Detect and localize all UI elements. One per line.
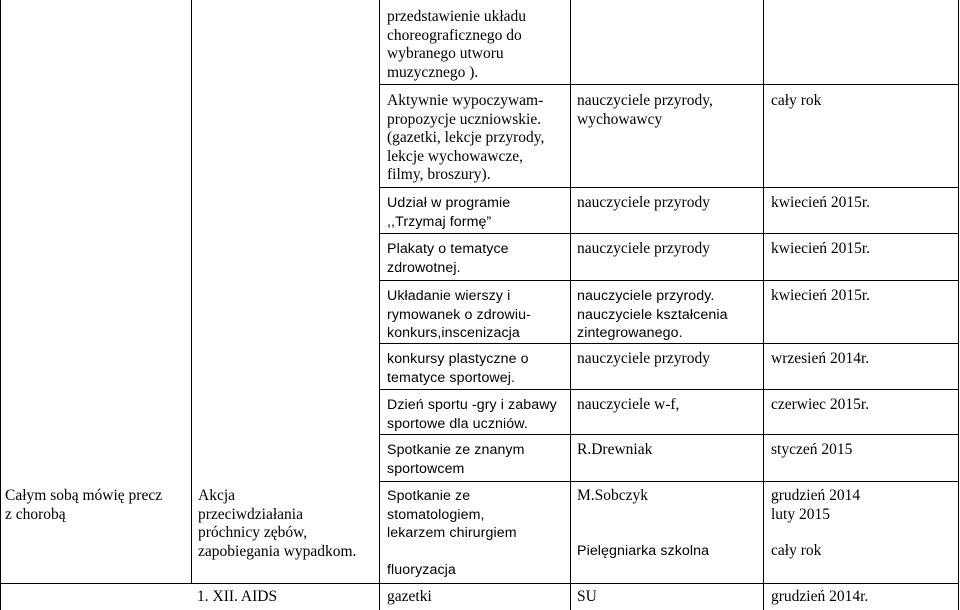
grid-line <box>379 389 959 390</box>
responsible-cell: nauczyciele przyrody <box>577 350 710 367</box>
responsible-cell: nauczyciele w-f, <box>577 396 680 413</box>
date-cell: grudzień 2014 luty 2015 <box>771 487 861 523</box>
activity-cell: fluoryzacja <box>387 562 456 578</box>
responsible-cell: nauczyciele przyrody. nauczyciele kształcenia zintegrowanego. <box>577 288 728 341</box>
activity-cell: Udział w programie ,,Trzymaj formę” <box>387 195 511 230</box>
activity-cell: Plakaty o tematyce zdrowotnej. <box>387 241 509 276</box>
activity-cell: gazetki <box>387 588 432 605</box>
date-cell: grudzień 2014r. <box>771 588 869 605</box>
responsible-cell: nauczyciele przyrody <box>577 240 710 257</box>
activity-cell: Dzień sportu -gry i zabawy sportowe dla uczniów. <box>387 397 557 432</box>
grid-line <box>379 280 959 281</box>
action-cell: Akcja przeciwdziałania próchnicy zębów, zapobiegania wypadkom. <box>198 487 357 560</box>
grid-line <box>191 0 192 583</box>
grid-line <box>0 583 959 584</box>
grid-line <box>379 187 959 188</box>
date-cell: cały rok <box>771 542 822 559</box>
date-cell: cały rok <box>771 92 822 109</box>
responsible-cell: R.Drewniak <box>577 441 653 458</box>
activity-cell: Spotkanie ze znanym sportowcem <box>387 442 525 477</box>
date-cell: styczeń 2015 <box>771 441 853 458</box>
date-cell: kwiecień 2015r. <box>771 287 871 304</box>
grid-line <box>379 343 959 344</box>
activity-cell: Układanie wierszy i rymowanek o zdrowiu- konkurs,inscenizacja <box>387 288 531 341</box>
grid-line <box>763 0 764 610</box>
grid-line <box>379 481 959 482</box>
responsible-cell: Pielęgniarka szkolna <box>577 543 710 559</box>
grid-line <box>379 233 959 234</box>
activity-cell: przedstawienie układu choreograficznego do wybranego utworu muzycznego ). <box>387 8 527 81</box>
responsible-cell: nauczyciele przyrody <box>577 194 710 211</box>
grid-line <box>379 434 959 435</box>
grid-line <box>0 0 1 610</box>
responsible-cell: M.Sobczyk <box>577 487 649 504</box>
grid-line <box>958 0 959 610</box>
number-cell: 1. XII. AIDS <box>197 588 278 605</box>
grid-line <box>570 0 571 610</box>
responsible-cell: SU <box>577 588 597 605</box>
activity-cell: konkursy plastyczne o tematyce sportowej. <box>387 351 529 386</box>
date-cell: kwiecień 2015r. <box>771 240 871 257</box>
date-cell: kwiecień 2015r. <box>771 194 871 211</box>
date-cell: wrzesień 2014r. <box>771 350 870 367</box>
activity-cell: Aktywnie wypoczywam- propozycje uczniowskie. (gazetki, lekcje przyrody, lekcje wychowawcze, filmy, broszury). <box>387 92 545 183</box>
grid-line <box>379 0 380 610</box>
grid-line <box>379 84 959 85</box>
topic-cell: Całym sobą mówię precz z chorobą <box>5 487 163 523</box>
date-cell: czerwiec 2015r. <box>771 396 870 413</box>
responsible-cell: nauczyciele przyrody, wychowawcy <box>577 92 713 128</box>
activity-cell: Spotkanie ze stomatologiem, lekarzem chirurgiem <box>387 488 517 541</box>
